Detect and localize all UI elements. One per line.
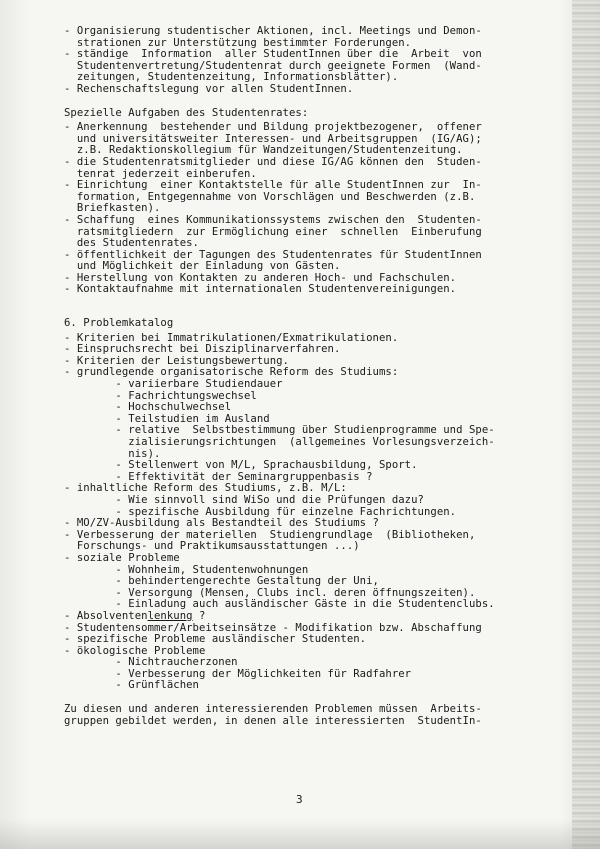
text-line: - Grünflächen: [64, 680, 199, 692]
text-line: ratsmitgliedern zur Ermöglichung einer schnellen Einberufung: [64, 226, 482, 238]
text-line: - Effektivität der Seminargruppenbasis ?: [64, 471, 373, 483]
text-line: tenrat jederzeit einberufen.: [64, 168, 257, 180]
text-line: - variierbare Studiendauer: [64, 379, 283, 391]
closing-paragraph: [64, 704, 544, 727]
text-line: und Möglichkeit der Einladung von Gästen.: [64, 261, 341, 273]
text-line: - Einspruchsrecht bei Disziplinarverfahren.: [64, 344, 341, 356]
text-line: - inhaltliche Reform des Studiums, z.B. M/L:: [64, 483, 347, 495]
text-line: - Studentensommer/Arbeitseinsätze - Modifikation bzw. Abschaffung: [64, 622, 482, 634]
text-line: - Teilstudien im Ausland: [64, 413, 270, 425]
text-line: - Kriterien bei Immatrikulationen/Exmatrikulationen.: [64, 332, 399, 344]
section-heading-problemkatalog: 6. Problemkatalog: [64, 318, 174, 330]
text-line: und universitätsweiter Interessen- und Arbeitsgruppen (IG/AG);: [64, 133, 482, 145]
text-line: - Organisierung studentischer Aktionen, incl. Meetings und Demon-: [64, 26, 482, 37]
text-line: - Verbesserung der Möglichkeiten für Radfahrer: [64, 668, 412, 680]
page-number: 3: [296, 793, 303, 806]
text-line: - Einrichtung einer Kontaktstelle für alle StudentInnen zur In-: [64, 180, 482, 192]
problem-catalog-list-continued: [64, 623, 544, 693]
text-line: - Versorgung (Mensen, Clubs incl. deren öffnungszeiten).: [64, 587, 476, 599]
text-line: - spezifische Probleme ausländischer Studenten.: [64, 634, 367, 646]
text-line: Forschungs- und Praktikumsausstattungen ...): [64, 541, 360, 553]
text-line: des Studentenrates.: [64, 238, 199, 250]
text-line: nis).: [64, 448, 161, 460]
text-line: - Herstellung von Kontakten zu anderen Hoch- und Fachschulen.: [64, 272, 457, 284]
text-line: - die Studentenratsmitglieder und diese IG/AG können den Studen-: [64, 156, 482, 168]
underlined-word: lenkung: [147, 610, 193, 622]
text-line: - Rechenschaftslegung vor allen StudentInnen.: [64, 83, 354, 95]
problem-catalog-list: [64, 333, 544, 611]
text-line: - ständige Information aller StudentInnen über die Arbeit von: [64, 49, 482, 61]
text-line: - Kriterien der Leistungsbewertung.: [64, 355, 289, 367]
text-line: strationen zur Unterstützung bestimmter Forderungen.: [64, 37, 412, 49]
text-line: - spezifische Ausbildung für einzelne Fachrichtungen.: [64, 506, 457, 518]
text-line: - Stellenwert von M/L, Sprachausbildung, Sport.: [64, 460, 418, 472]
text-line: - Einladung auch ausländischer Gäste in die Studentenclubs.: [64, 599, 495, 611]
text-line: - behindertengerechte Gestaltung der Uni,: [64, 576, 379, 588]
scan-bottom-shadow: [0, 819, 600, 849]
text-line: Briefkasten).: [64, 203, 161, 215]
scan-edge-shadow: [572, 0, 600, 849]
text-line: formation, Entgegennahme von Vorschlägen und Beschwerden (z.B.: [64, 191, 476, 203]
text-line: - Kontaktaufnahme mit internationalen Studentenvereinigungen.: [64, 284, 457, 296]
text-line: zialisierungsrichtungen (allgemeines Vorlesungsverzeich-: [64, 437, 495, 448]
text-line: - Hochschulwechsel: [64, 402, 232, 414]
text-line: - Wohnheim, Studentenwohnungen: [64, 564, 309, 576]
section-heading-studentenrat: Spezielle Aufgaben des Studentenrates:: [64, 107, 309, 119]
text-line: - soziale Probleme: [64, 552, 180, 564]
text-line: - Fachrichtungswechsel: [64, 390, 257, 402]
text-line: - relative Selbstbestimmung über Studienprogramme und Spe-: [64, 425, 495, 437]
text-line: - Verbesserung der materiellen Studiengrundlage (Bibliotheken,: [64, 529, 476, 541]
intro-list: [64, 26, 544, 96]
text-line: gruppen gebildet werden, in denen alle interessierten StudentIn-: [64, 715, 482, 727]
text-line: z.B. Redaktionskollegium für Wandzeitungen/Studentenzeitung.: [64, 145, 463, 157]
text-line: - grundlegende organisatorische Reform des Studiums:: [64, 367, 399, 379]
text-line: Zu diesen und anderen interessierenden Problemen müssen Arbeits-: [64, 704, 482, 716]
text-line: Studentenvertretung/Studentenrat durch geeignete Formen (Wand-: [64, 60, 482, 72]
text-line: - ökologische Probleme: [64, 645, 206, 657]
text-line: - Schaffung eines Kommunikationssystems zwischen den Studenten-: [64, 214, 482, 226]
list-item-absolventenlenkung: - Absolventenlenkung ?: [64, 610, 206, 622]
document-body: [64, 26, 544, 727]
text-line: - Nichtraucherzonen: [64, 657, 238, 669]
text-line: zeitungen, Studentenzeitung, Informationsblätter).: [64, 72, 399, 84]
studentenrat-tasks-list: [64, 122, 544, 296]
text-line: - Wie sinnvoll sind WiSo und die Prüfungen dazu?: [64, 494, 424, 506]
text-line: - MO/ZV-Ausbildung als Bestandteil des Studiums ?: [64, 518, 379, 530]
text-line: - Anerkennung bestehender und Bildung projektbezogener, offener: [64, 122, 482, 134]
text-line: - öffentlichkeit der Tagungen des Studentenrates für StudentInnen: [64, 249, 482, 261]
